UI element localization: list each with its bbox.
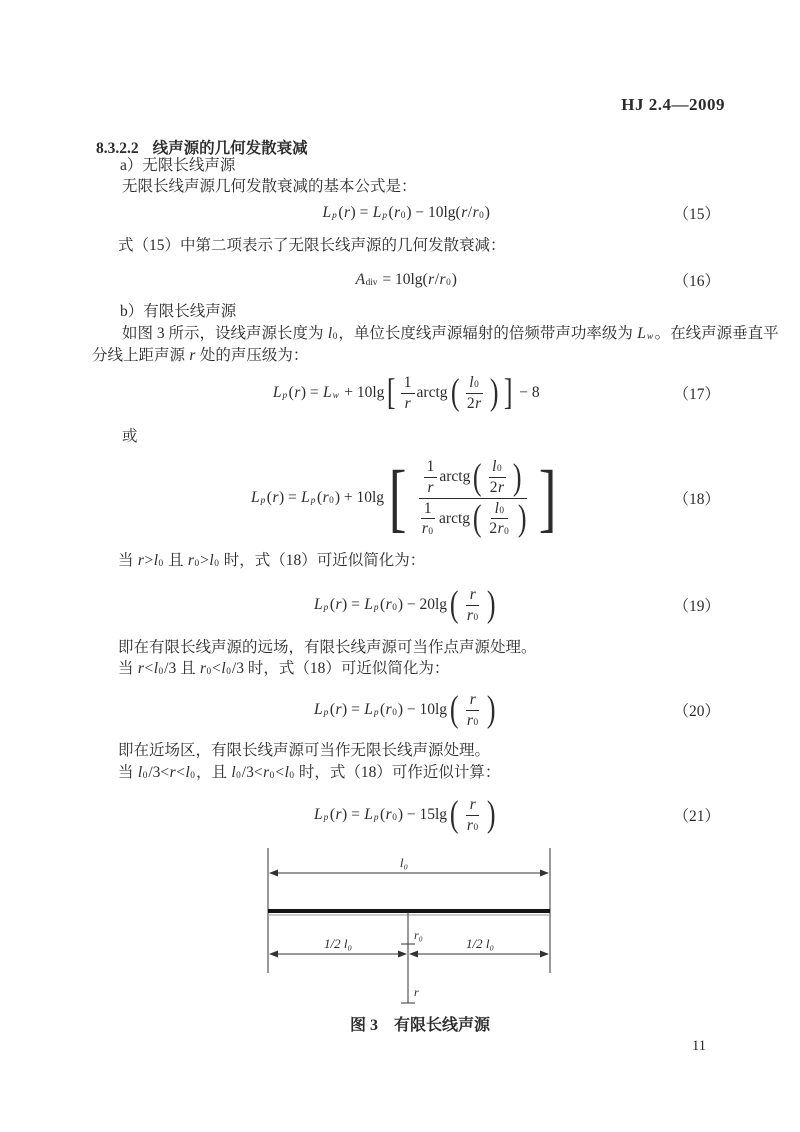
section-title: 线声源的几何发散衰减	[152, 140, 308, 157]
equation-row-20	[92, 687, 720, 733]
list-item-a: a）无限长线声源	[120, 157, 236, 174]
paragraph-near-field-note: 即在近场区，有限长线声源可当作无限长线声源处理。	[118, 742, 491, 759]
equation-21-number: （21）	[673, 808, 720, 825]
section-heading	[96, 136, 308, 158]
equation-17-number: （17）	[673, 386, 720, 403]
equation-19: L p ( r ) = L p ( r 0 ) − 20lg ( r r 0 )	[314, 584, 496, 626]
paragraph-figure-intro-line2: 分线上距声源 r 处的声压级为：	[92, 347, 309, 364]
equation-18-number: （18）	[673, 491, 720, 508]
standard-number-header: HJ 2.4—2009	[621, 95, 725, 114]
equation-17: L p ( r ) = L w + 10lg [ $\frac{1}{r}$ arctg ( l 0 2 r ) ] − 8	[272, 372, 540, 414]
equation-19-number: （19）	[673, 598, 720, 615]
paragraph-far-field-note: 即在有限长线声源的远场，有限长线声源可当作点声源处理。	[118, 639, 537, 656]
equation-row-16	[92, 267, 720, 293]
paragraph-condition-mid: 当 l 0 /3< r < l 0 ，且 l 0 /3< r 0 < l 0 时，式（18）可作近似计算：	[118, 764, 501, 781]
r-label: r	[414, 985, 419, 999]
equation-20: L p ( r ) = L p ( r 0 ) − 10lg ( r r 0 )	[314, 689, 496, 731]
page-number: 11	[692, 1038, 706, 1054]
equation-20-number: （20）	[673, 703, 720, 720]
paragraph-basic-formula: 无限长线声源几何发散衰减的基本公式是：	[122, 178, 417, 195]
equation-18: L p ( r ) = L p ( r 0 ) + 10lg [ $\frac{1}{r}$ arctg ( l 0 2 r ) 1 r 0 arctg ( l 0 2 r 0 ) ]	[251, 456, 557, 540]
section-number: 8.3.2.2	[96, 140, 139, 157]
figure-line-source-diagram	[250, 844, 562, 1012]
paragraph-condition-near: 当 r < l 0 /3 且 r 0 < l 0 /3 时，式（18）可近似简化为：	[118, 660, 450, 677]
line-source-line	[268, 909, 550, 913]
half-length-right-label: 1/2 l₀	[466, 936, 494, 951]
equation-16: A div = 10lg( r / r 0 )	[355, 271, 457, 289]
paragraph-eq15-note: 式（15）中第二项表示了无限长线声源的几何发散衰减：	[118, 237, 506, 254]
equation-21: L p ( r ) = L p ( r 0 ) − 15lg ( r r 0 )	[314, 794, 496, 836]
paragraph-condition-far: 当 r > l 0 且 r 0 > l 0 时，式（18）可近似简化为：	[118, 552, 426, 569]
r0-label: r₀	[414, 928, 423, 942]
equation-row-15	[92, 200, 720, 226]
equation-15-number: （15）	[673, 206, 720, 223]
figure-caption: 图 3 有限长线声源	[349, 1017, 490, 1034]
equation-row-18	[92, 450, 720, 546]
list-item-b: b）有限长线声源	[120, 303, 237, 320]
length-label: l₀	[399, 855, 409, 870]
equation-row-21	[92, 792, 720, 838]
equation-row-17	[92, 368, 720, 418]
equation-16-number: （16）	[673, 273, 720, 290]
paragraph-or: 或	[122, 428, 138, 445]
half-length-left-label: 1/2 l₀	[324, 936, 352, 951]
paragraph-figure-intro-line1: 如图 3 所示，设线声源长度为 l 0 ，单位长度线声源辐射的倍频带声功率级为 L w 。在线声源垂直平	[122, 325, 779, 342]
equation-row-19	[92, 582, 720, 628]
equation-15: L p ( r ) = L p ( r 0 ) − 10lg( r / r 0 )	[322, 204, 490, 222]
